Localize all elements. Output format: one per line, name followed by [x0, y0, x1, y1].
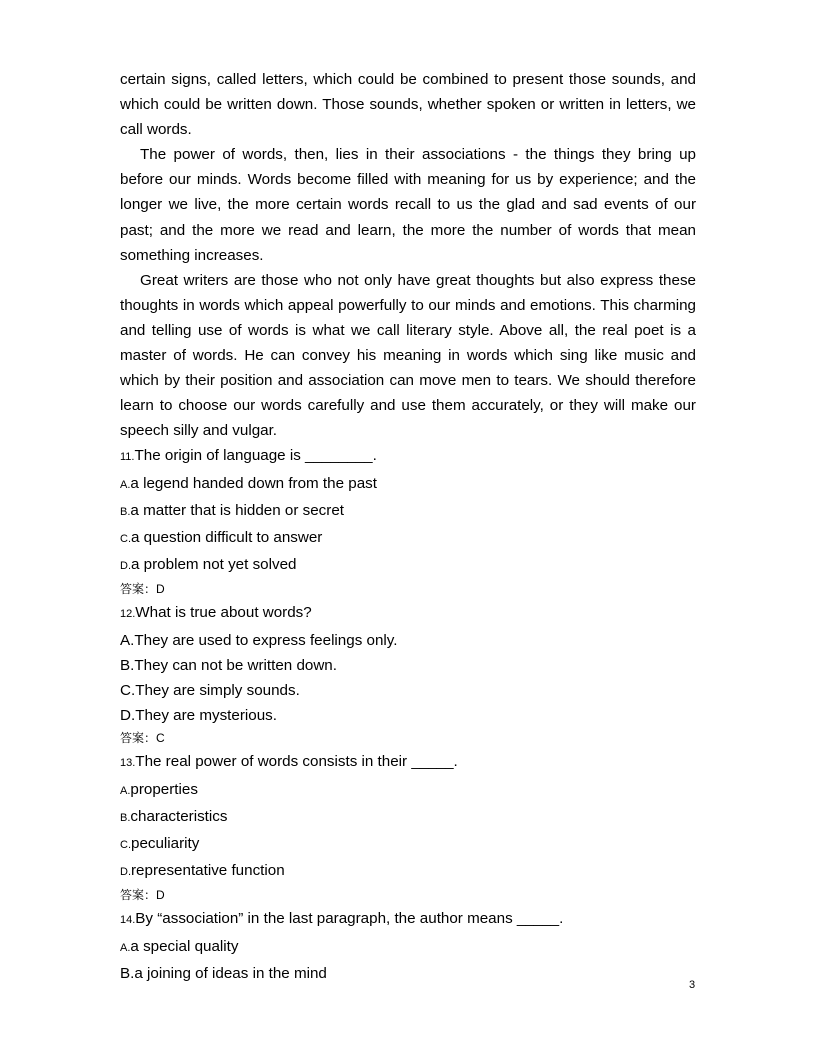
option-label: C.: [120, 839, 131, 852]
option-text: representative function: [131, 862, 285, 880]
option-text: They are simply sounds.: [135, 682, 300, 700]
passage-paragraph-3: Great writers are those who not only have great thoughts but also express these thoughts in words which appeal powerfully to our minds and emotions. This charming and telling use of words is what we call literary style. Above all, the real poet is a master of words. He can convey his meaning in words which sing like music and which by their position and association can move men to tears. We should therefore learn to choose our words carefully and use them accurately, or they will make our speech silly and vulgar.: [120, 271, 696, 440]
question-text: What is true about words?: [135, 604, 312, 622]
question-13: [120, 749, 696, 906]
option-label: B.: [120, 964, 135, 982]
question-text: By “association” in the last paragraph, the author means _____.: [135, 910, 564, 928]
option-text: a matter that is hidden or secret: [130, 501, 344, 519]
document-page: [120, 67, 696, 986]
question-14: [120, 906, 696, 986]
option-a: [120, 934, 696, 961]
option-text: characteristics: [130, 807, 228, 825]
question-number: 13.: [120, 757, 136, 770]
option-text: a special quality: [130, 937, 239, 955]
option-c: [120, 831, 696, 858]
option-d: [120, 552, 696, 579]
option-label: C.: [120, 682, 136, 700]
passage-paragraph-2: The power of words, then, lies in their associations - the things they bring up before our minds. Words become filled with meaning for us by experience; and the longer we live, the more certain words recall to us the glad and sad events of our past; and the more we read and learn, the more the number of words that mean something increases.: [120, 146, 696, 264]
option-a: [120, 628, 696, 653]
option-label: A.: [120, 784, 131, 797]
option-label: B.: [120, 811, 131, 824]
option-label: D.: [120, 707, 136, 725]
option-b: [120, 653, 696, 678]
option-d: [120, 703, 696, 728]
option-text: properties: [130, 780, 198, 798]
option-text: peculiarity: [131, 835, 200, 853]
option-label: D.: [120, 866, 131, 879]
page-number: 3: [689, 979, 696, 991]
option-label: D.: [120, 560, 131, 573]
option-b: [120, 498, 696, 525]
question-number: 14.: [120, 914, 136, 927]
answer-label: 答案：D: [120, 582, 165, 597]
question-stem: [120, 600, 696, 627]
option-c: [120, 678, 696, 703]
option-b: [120, 804, 696, 831]
question-number: 11.: [120, 451, 135, 464]
question-11: [120, 443, 696, 600]
answer-label: 答案：D: [120, 888, 165, 903]
option-text: a joining of ideas in the mind: [134, 964, 327, 982]
option-label: A.: [120, 941, 131, 954]
option-text: a question difficult to answer: [131, 529, 323, 547]
option-label: B.: [120, 656, 135, 674]
option-text: a legend handed down from the past: [130, 474, 377, 492]
option-b: [120, 961, 696, 986]
question-text: The origin of language is ________.: [134, 447, 377, 465]
question-stem: [120, 749, 696, 776]
passage-paragraph-1: certain signs, called letters, which could be combined to present those sounds, and which could be written down. Those sounds, whether spoken or written in letters, we call words.: [120, 71, 696, 139]
option-text: They can not be written down.: [134, 656, 337, 674]
option-d: [120, 858, 696, 885]
option-text: a problem not yet solved: [131, 556, 297, 574]
question-12: [120, 600, 696, 749]
option-label: A.: [120, 631, 135, 649]
option-a: [120, 777, 696, 804]
option-label: C.: [120, 533, 131, 546]
option-c: [120, 525, 696, 552]
option-a: [120, 471, 696, 498]
question-text: The real power of words consists in their _____.: [135, 753, 458, 771]
question-stem: [120, 906, 696, 933]
question-number: 12.: [120, 608, 136, 621]
option-text: They are mysterious.: [135, 707, 277, 725]
answer-label: 答案：C: [120, 731, 165, 746]
option-text: They are used to express feelings only.: [134, 631, 398, 649]
question-stem: [120, 443, 696, 470]
option-label: B.: [120, 505, 131, 518]
option-label: A.: [120, 478, 131, 491]
